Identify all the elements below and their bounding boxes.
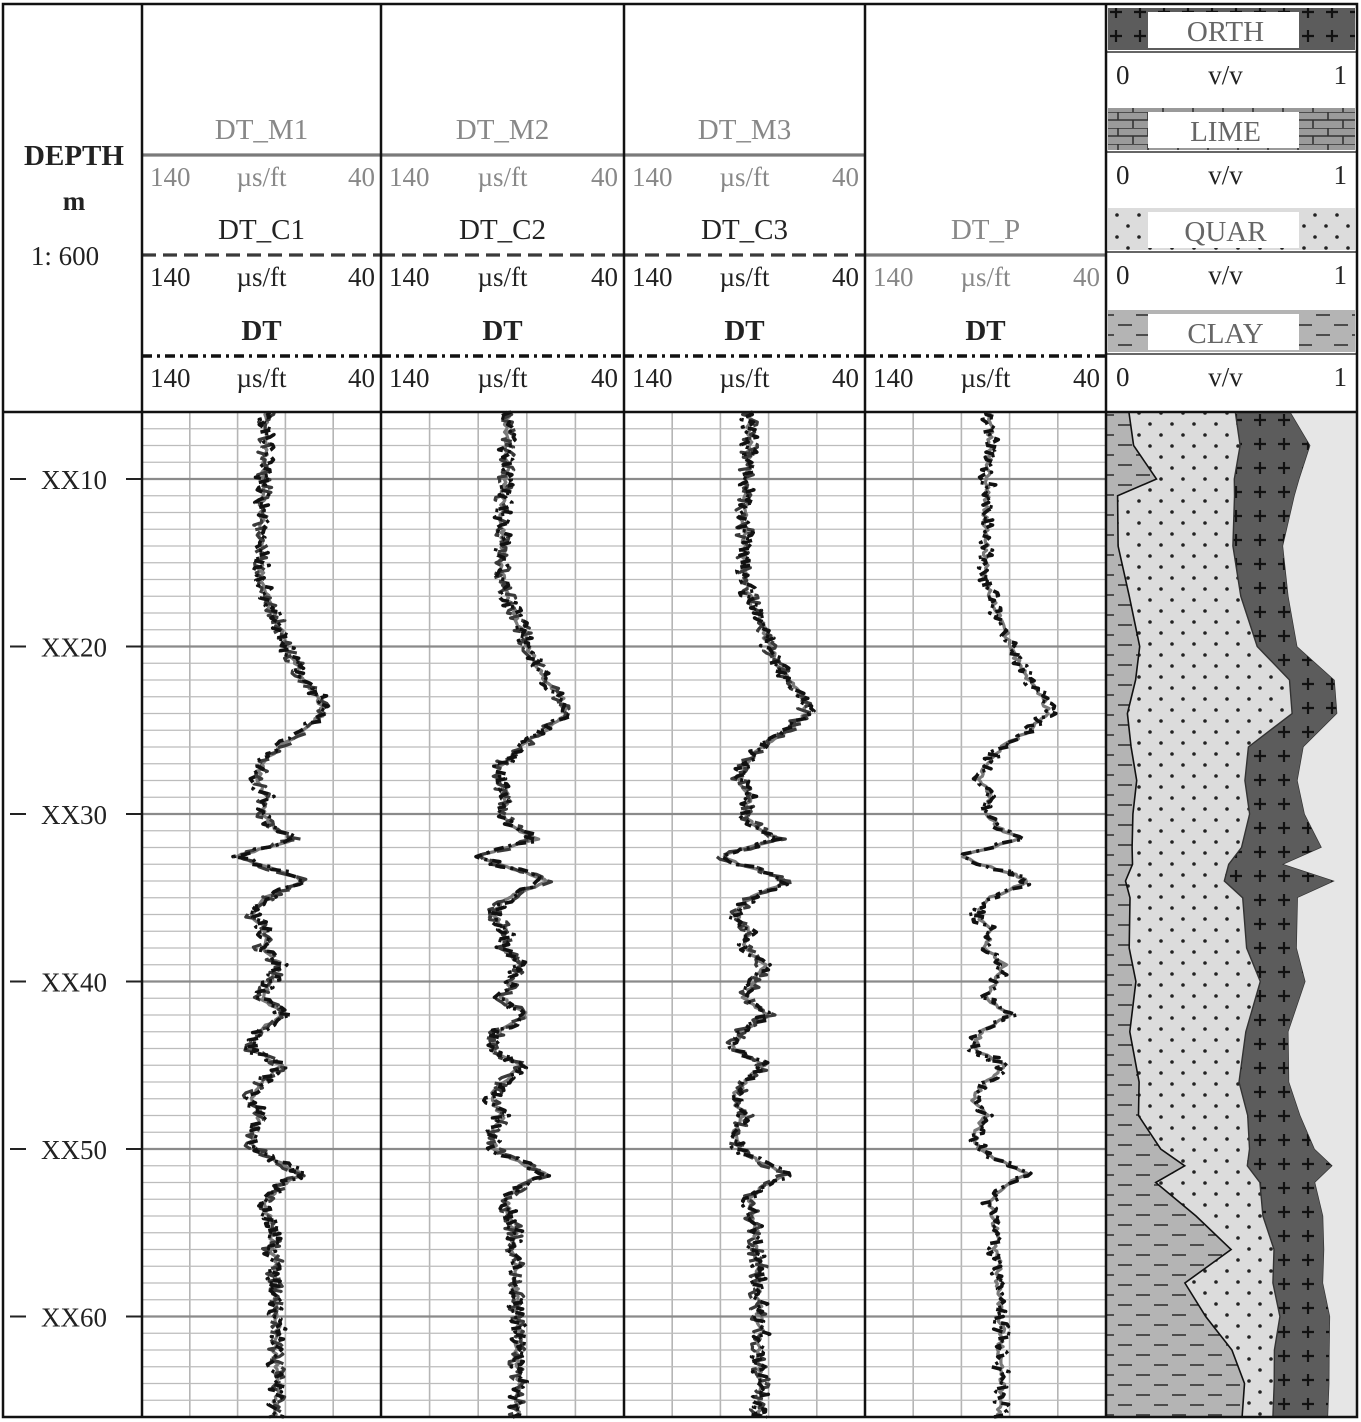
- legend-unit: µs/ft: [719, 262, 770, 292]
- depth-tick-label: XX40: [41, 967, 107, 998]
- lithology-scale-left: 0: [1116, 260, 1130, 290]
- legend-curve-name: DT_C3: [701, 214, 788, 246]
- depth-scale: 1: 600: [30, 241, 100, 271]
- legend-unit: µs/ft: [477, 262, 528, 292]
- legend-curve-name: DT_C2: [459, 214, 546, 246]
- depth-tick-label: XX50: [41, 1135, 107, 1165]
- legend-curve-name: DT_C1: [218, 214, 305, 246]
- lithology-unit: v/v: [1208, 260, 1243, 290]
- lithology-scale-right: 1: [1333, 260, 1347, 290]
- depth-tick-label: XX60: [41, 1302, 107, 1333]
- legend-scale-right: 40: [348, 363, 375, 393]
- lithology-unit: v/v: [1208, 160, 1243, 190]
- legend-scale-right: 40: [832, 162, 859, 192]
- legend-curve-name: DT: [482, 315, 523, 347]
- legend-scale-right: 40: [832, 363, 859, 393]
- lithology-scale-right: 1: [1333, 60, 1347, 90]
- legend-scale-left: 140: [632, 262, 673, 292]
- legend-scale-left: 140: [389, 363, 430, 393]
- legend-curve-name: DT_M2: [455, 114, 550, 146]
- legend-scale-left: 140: [632, 363, 673, 393]
- legend-unit: µs/ft: [477, 363, 528, 393]
- depth-tick-label: XX30: [41, 800, 107, 830]
- lithology-name: CLAY: [1187, 318, 1264, 350]
- legend-scale-left: 140: [389, 162, 430, 192]
- depth-tick-label: XX10: [41, 465, 107, 495]
- lithology-fill: [1106, 412, 1357, 1417]
- legend-unit: µs/ft: [960, 262, 1011, 292]
- lithology-scale-right: 1: [1333, 362, 1347, 392]
- legend-scale-right: 40: [591, 162, 618, 192]
- legend-curve-name: DT: [241, 315, 282, 347]
- lithology-unit: v/v: [1208, 362, 1243, 392]
- depth-title: DEPTH: [24, 140, 124, 172]
- legend-scale-right: 40: [348, 262, 375, 292]
- legend-curve-name: DT_P: [950, 214, 1021, 246]
- lithology-name: ORTH: [1186, 16, 1265, 48]
- legend-scale-left: 140: [873, 262, 914, 292]
- legend-scale-left: 140: [873, 363, 914, 393]
- depth-header: [24, 140, 124, 271]
- legend-scale-right: 40: [1073, 363, 1100, 393]
- legend-unit: µs/ft: [236, 162, 287, 192]
- lithology-scale-left: 0: [1116, 60, 1130, 90]
- lithology-scale-left: 0: [1116, 362, 1130, 392]
- legend-scale-right: 40: [832, 262, 859, 292]
- depth-axis: [10, 465, 142, 1333]
- legend-scale-left: 140: [389, 262, 430, 292]
- legend-scale-right: 40: [1073, 262, 1100, 292]
- legend-scale-left: 140: [150, 162, 191, 192]
- legend-scale-right: 40: [348, 162, 375, 192]
- lithology-name: LIME: [1190, 116, 1261, 148]
- legend-unit: µs/ft: [477, 162, 528, 192]
- legend-unit: µs/ft: [719, 162, 770, 192]
- legend-curve-name: DT: [724, 315, 765, 347]
- lithology-name: QUAR: [1184, 216, 1267, 248]
- lithology-unit: v/v: [1208, 60, 1243, 90]
- legend-unit: µs/ft: [960, 363, 1011, 393]
- legend-scale-right: 40: [591, 363, 618, 393]
- lithology-scale-left: 0: [1116, 160, 1130, 190]
- legend-scale-left: 140: [150, 363, 191, 393]
- legend-curve-name: DT_M3: [697, 114, 792, 146]
- depth-tick-label: XX20: [41, 632, 107, 663]
- legend-scale-left: 140: [150, 262, 191, 292]
- track-headers: [142, 8, 1357, 393]
- legend-unit: µs/ft: [719, 363, 770, 393]
- lithology-scale-right: 1: [1333, 160, 1347, 190]
- legend-unit: µs/ft: [236, 363, 287, 393]
- legend-unit: µs/ft: [236, 262, 287, 292]
- depth-unit: m: [62, 186, 86, 216]
- legend-scale-right: 40: [591, 262, 618, 292]
- legend-curve-name: DT_M1: [214, 114, 309, 146]
- legend-curve-name: DT: [965, 315, 1006, 347]
- legend-scale-left: 140: [632, 162, 673, 192]
